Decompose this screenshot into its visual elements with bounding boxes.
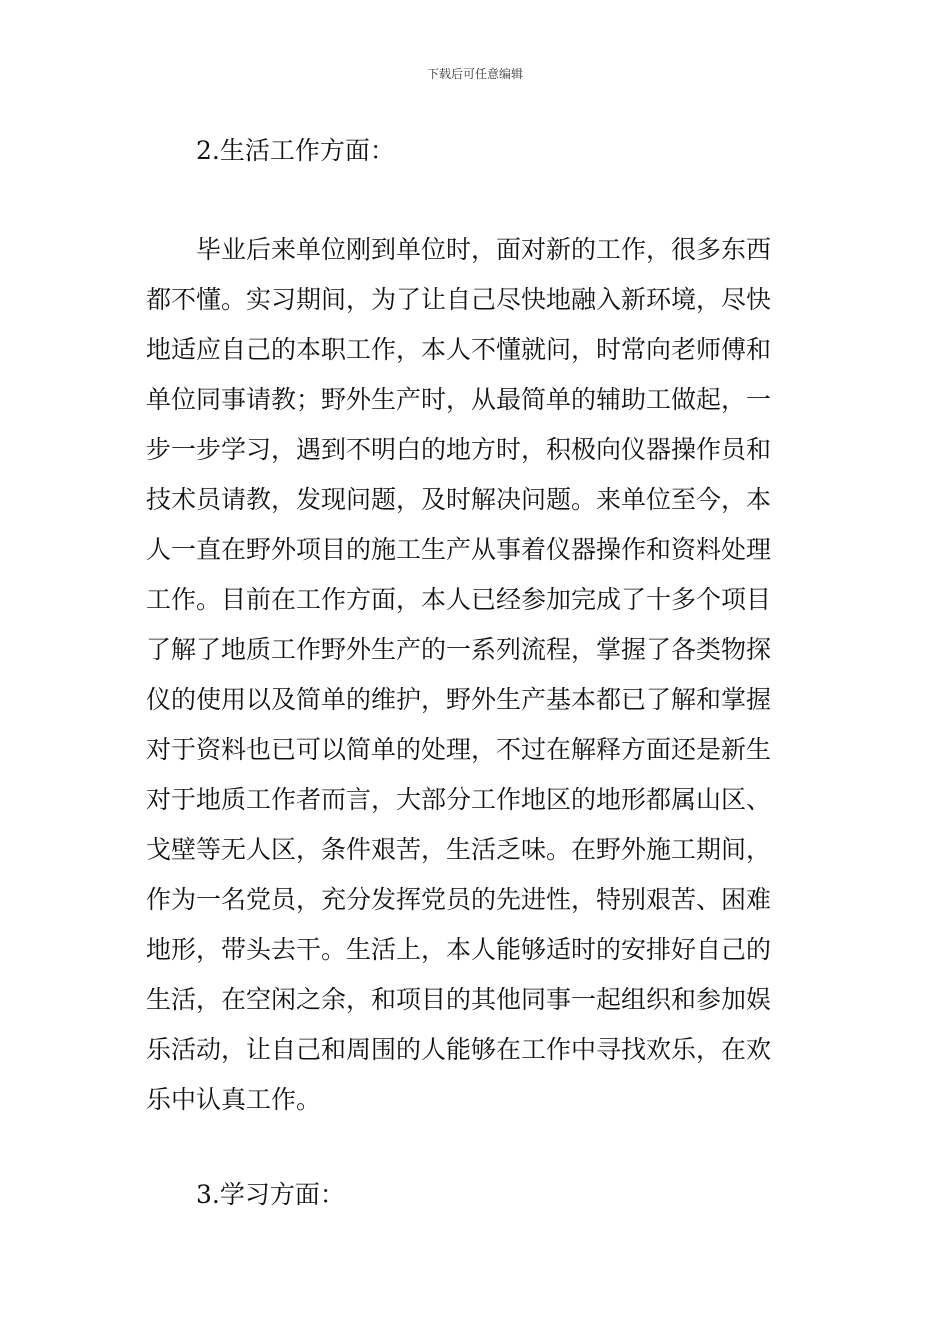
- paragraph-line: 人一直在野外项目的施工生产从事着仪器操作和资料处理: [146, 535, 772, 564]
- paragraph-line: 仪的使用以及简单的维护，野外生产基本都已了解和掌握: [146, 685, 772, 714]
- paragraph-line: 乐活动，让自己和周围的人能够在工作中寻找欢乐，在欢: [146, 1035, 772, 1064]
- header-note: 下载后可任意编辑: [426, 67, 523, 81]
- paragraph-line: 地适应自己的本职工作，本人不懂就问，时常向老师傅和: [146, 335, 772, 364]
- paragraph-line: 生活，在空闲之余，和项目的其他同事一起组织和参加娱: [146, 985, 772, 1014]
- paragraph-line: 步一步学习，遇到不明白的地方时，积极向仪器操作员和: [146, 435, 772, 464]
- paragraph-line: 都不懂。实习期间，为了让自己尽快地融入新环境，尽快: [146, 285, 772, 314]
- paragraph-line: 技术员请教，发现问题，及时解决问题。来单位至今，本: [146, 485, 772, 514]
- paragraph-line: 对于地质工作者而言，大部分工作地区的地形都属山区、: [146, 785, 772, 814]
- paragraph-line: 毕业后来单位刚到单位时，面对新的工作，很多东西: [146, 235, 772, 264]
- paragraph-line: 乐中认真工作。: [146, 1085, 322, 1114]
- section-heading-study: 3.学习方面：: [196, 1180, 345, 1209]
- paragraph-line: 对于资料也已可以简单的处理，不过在解释方面还是新生: [146, 735, 772, 764]
- paragraph-line: 了解了地质工作野外生产的一系列流程，掌握了各类物探: [146, 635, 772, 664]
- paragraph-line: 地形，带头去干。生活上，本人能够适时的安排好自己的: [146, 935, 772, 964]
- paragraph-line: 工作。目前在工作方面，本人已经参加完成了十多个项目: [146, 585, 772, 614]
- section-heading-life-work: 2.生活工作方面：: [196, 136, 395, 165]
- paragraph-line: 作为一名党员，充分发挥党员的先进性，特别艰苦、困难: [146, 885, 772, 914]
- paragraph-line: 戈壁等无人区，条件艰苦，生活乏味。在野外施工期间，: [146, 835, 772, 864]
- section-body-paragraph: [146, 232, 810, 1132]
- paragraph-line: 单位同事请教；野外生产时，从最简单的辅助工做起，一: [146, 385, 772, 414]
